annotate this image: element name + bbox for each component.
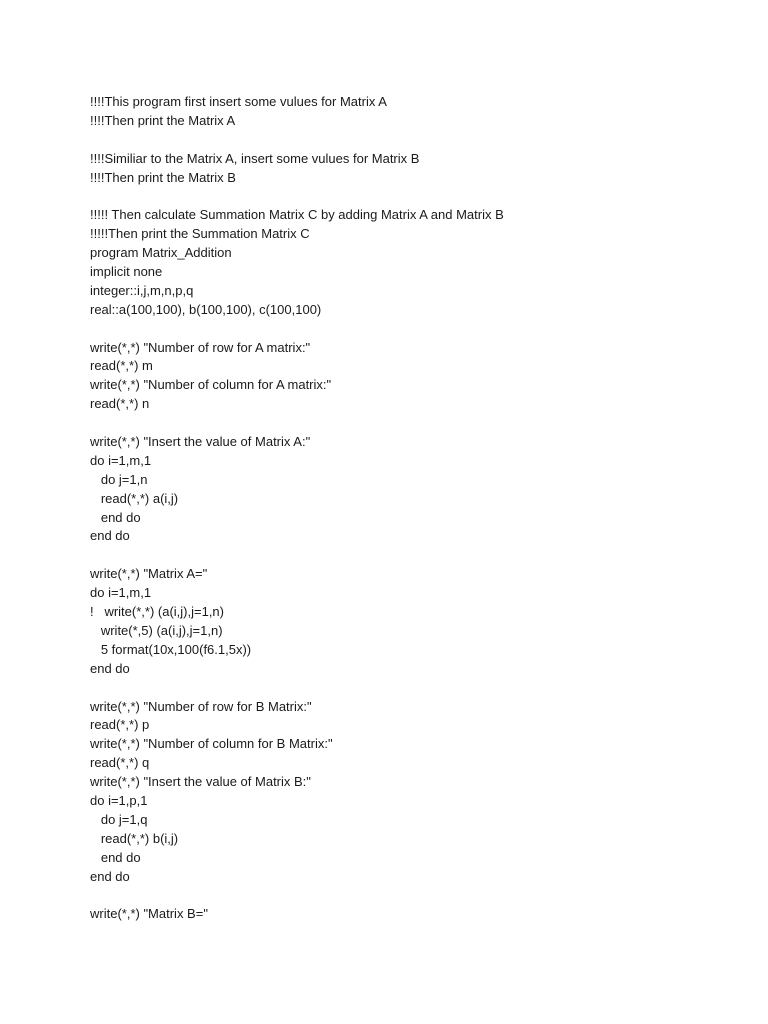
comment-line: !!!!Then print the Matrix B — [90, 169, 236, 185]
code-line: do j=1,q — [90, 811, 148, 827]
comment-line: !!!!Then print the Matrix A — [90, 112, 236, 128]
code-line: write(*,*) "Insert the value of Matrix B:" — [90, 774, 311, 790]
comment-line: !!!!!Then print the Summation Matrix C — [90, 226, 310, 242]
fortran-source-text — [90, 93, 750, 924]
code-line: write(*,*) "Insert the value of Matrix A:" — [90, 434, 311, 450]
code-line: end do — [90, 660, 130, 676]
code-line: 5 format(10x,100(f6.1,5x)) — [90, 641, 252, 657]
code-line: do i=1,p,1 — [90, 792, 148, 808]
code-line: do j=1,n — [90, 471, 148, 487]
code-line: do i=1,m,1 — [90, 452, 152, 468]
code-line: program Matrix_Addition — [90, 245, 232, 261]
code-line: do i=1,m,1 — [90, 585, 152, 601]
blank-line — [90, 414, 750, 433]
code-line: read(*,*) a(i,j) — [90, 490, 179, 506]
code-line: end do — [90, 868, 130, 884]
code-line: read(*,*) b(i,j) — [90, 830, 179, 846]
code-line: write(*,*) "Matrix A=" — [90, 566, 208, 582]
code-line: write(*,*) "Number of row for B Matrix:" — [90, 698, 312, 714]
code-line: write(*,*) "Number of row for A matrix:" — [90, 339, 311, 355]
code-line: write(*,*) "Number of column for A matrix:" — [90, 377, 332, 393]
code-line: read(*,*) m — [90, 358, 153, 374]
comment-line: ! write(*,*) (a(i,j),j=1,n) — [90, 604, 224, 620]
code-line: real::a(100,100), b(100,100), c(100,100) — [90, 301, 322, 317]
code-line: implicit none — [90, 264, 163, 280]
blank-line — [90, 131, 750, 150]
code-line: write(*,*) "Number of column for B Matrix:" — [90, 736, 333, 752]
code-line: write(*,*) "Matrix B=" — [90, 906, 208, 922]
code-line: write(*,5) (a(i,j),j=1,n) — [90, 622, 223, 638]
code-line: read(*,*) n — [90, 396, 150, 412]
code-line: read(*,*) p — [90, 717, 150, 733]
blank-line — [90, 886, 750, 905]
comment-line: !!!!Similiar to the Matrix A, insert some vulues for Matrix B — [90, 150, 420, 166]
comment-line: !!!!! Then calculate Summation Matrix C by adding Matrix A and Matrix B — [90, 207, 504, 223]
code-line: end do — [90, 849, 141, 865]
code-line: end do — [90, 509, 141, 525]
blank-line — [90, 320, 750, 339]
blank-line — [90, 679, 750, 698]
code-line: end do — [90, 528, 130, 544]
code-line: read(*,*) q — [90, 755, 150, 771]
blank-line — [90, 546, 750, 565]
blank-line — [90, 187, 750, 206]
code-line: integer::i,j,m,n,p,q — [90, 282, 194, 298]
comment-line: !!!!This program first insert some vulues for Matrix A — [90, 94, 387, 109]
